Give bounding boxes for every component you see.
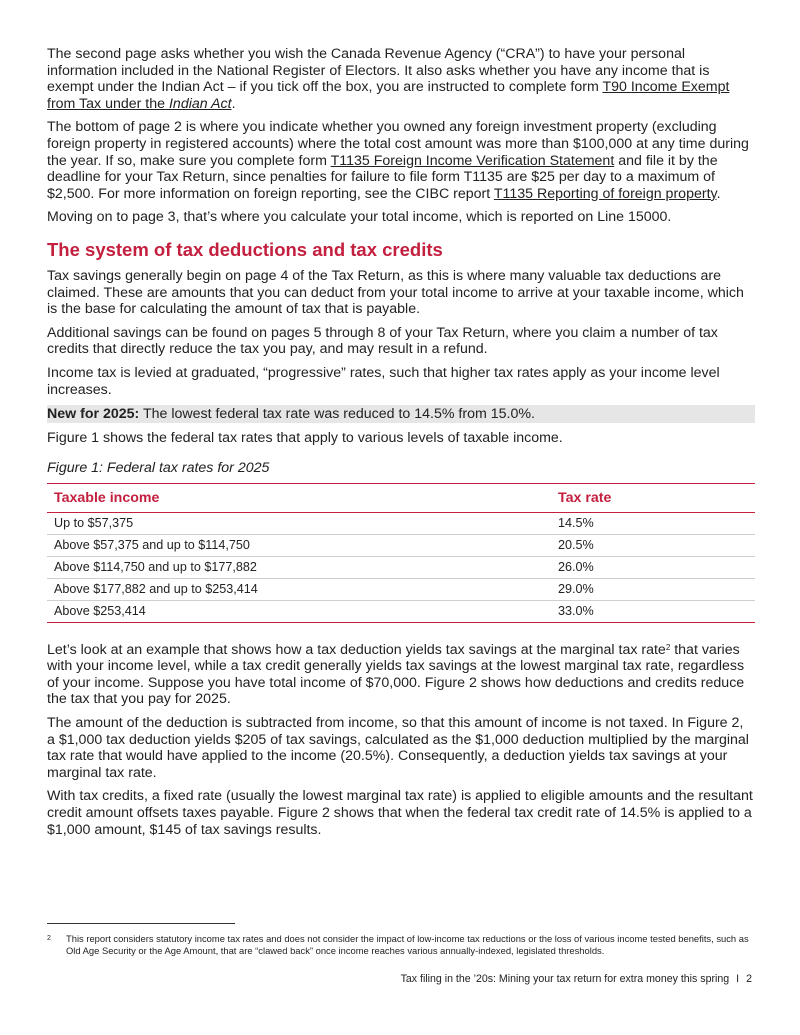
- tax-rate-cell: 33.0%: [551, 600, 755, 622]
- new-text: The lowest federal tax rate was reduced to 14.5% from 15.0%.: [139, 406, 535, 423]
- footer-separator: I: [736, 973, 740, 985]
- header-tax-rate: Tax rate: [551, 483, 755, 512]
- income-bracket-cell: Above $114,750 and up to $177,882: [47, 556, 551, 578]
- table-header-row: [47, 483, 755, 512]
- footnote-number: 2: [47, 935, 51, 942]
- figure-caption: Figure 1: Federal tax rates for 2025: [47, 459, 270, 476]
- paragraph-example: Let’s look at an example that shows how a tax deduction yields tax savings at the marginal tax rate$^2$ that varies with your income level, while a tax credit generally yields tax savings at the lowest marginal tax rate, regardless of your income. Suppose you have total income of $70,000. Figure 2 shows how deductions and credits reduce the tax that you pay for 2025.: [47, 641, 745, 708]
- tax-rate-cell: 14.5%: [551, 512, 755, 534]
- paragraph-page3: Moving on to page 3, that’s where you calculate your total income, which is reported on Line 15000.: [47, 209, 672, 226]
- section-heading: The system of tax deductions and tax credits: [47, 238, 443, 260]
- table-row: [47, 512, 755, 534]
- footnote: [47, 933, 755, 956]
- new-for-2025-callout: [47, 405, 755, 423]
- tax-rate-table: [47, 483, 755, 623]
- paragraph-deductions: Tax savings generally begin on page 4 of the Tax Return, as this is where many valuable tax deductions are claimed. These are amounts that you can deduct from your total income to arrive at your taxable income, which is the base for calculating the amount of tax that is payable.: [47, 267, 744, 318]
- tax-rate-cell: 20.5%: [551, 534, 755, 556]
- footnote-ref[interactable]: 2: [665, 642, 671, 652]
- income-bracket-cell: Above $253,414: [47, 600, 551, 622]
- footnote-divider: [47, 923, 235, 924]
- income-bracket-cell: Up to $57,375: [47, 512, 551, 534]
- paragraph-credit-math: With tax credits, a fixed rate (usually the lowest marginal tax rate) is applied to eligible amounts and the resultant credit amount offsets taxes payable. Figure 2 shows that when the federal tax credit rate of 14.5% is applied to a $1,000 amount, $145 of tax savings results.: [47, 788, 753, 838]
- tax-rate-cell: 26.0%: [551, 556, 755, 578]
- table-row: [47, 534, 755, 556]
- footnote-text: This report considers statutory income tax rates and does not consider the impact of low-income tax reductions or the loss of various income tested benefits, such as Old Age Security or the Age Amount, that are “clawed back” once income reaches various annually-indexed, legislated thresholds.: [66, 933, 749, 956]
- paragraph-credits: Additional savings can be found on pages 5 through 8 of your Tax Return, where you claim a number of tax credits that directly reduce the tax you pay, and may result in a refund.: [47, 324, 718, 358]
- income-bracket-cell: Above $177,882 and up to $253,414: [47, 578, 551, 600]
- table-row: [47, 578, 755, 600]
- t1135-form-link[interactable]: T1135 Foreign Income Verification Statement: [330, 152, 615, 169]
- paragraph-progressive-rates: Income tax is levied at graduated, “progressive” rates, such that higher tax rates apply as your income level increases.: [47, 364, 720, 398]
- page-content: [47, 46, 755, 845]
- paragraph-deduction-math: The amount of the deduction is subtracted from income, so that this amount of income is not taxed. In Figure 2, a $1,000 tax deduction yields $205 of tax savings, calculated as the $1,000 deduction multiplied by the marginal tax rate that would have applied to the income (20.5%). Consequently, a deduction yields tax savings at your marginal tax rate.: [47, 715, 749, 781]
- paragraph-register-of-electors: The second page asks whether you wish the Canada Revenue Agency (“CRA”) to have your personal information included in the National Register of Electors. It also asks whether you have any income that is exempt under the Indian Act – if you tick off the box, you are instructed to complete form T90 Income Exempt from Tax under the Indian Act.: [47, 46, 730, 112]
- new-label: New for 2025:: [47, 406, 140, 423]
- t1135-report-link[interactable]: T1135 Reporting of foreign property: [493, 185, 717, 202]
- income-bracket-cell: Above $57,375 and up to $114,750: [47, 534, 551, 556]
- page-footer: [401, 973, 752, 985]
- page-number: 2: [746, 973, 752, 985]
- paragraph-figure1-intro: Figure 1 shows the federal tax rates that apply to various levels of taxable income.: [47, 430, 563, 447]
- header-taxable-income: Taxable income: [47, 483, 551, 512]
- table-row: [47, 556, 755, 578]
- footer-title: Tax filing in the ’20s: Mining your tax return for extra money this spring: [400, 973, 730, 985]
- t90-form-link[interactable]: T90 Income Exempt from Tax under the Indian Act: [47, 79, 730, 112]
- table-row: [47, 600, 755, 622]
- tax-rate-cell: 29.0%: [551, 578, 755, 600]
- paragraph-foreign-property: The bottom of page 2 is where you indicate whether you owned any foreign investment property (excluding foreign property in registered accounts) where the total cost amount was more than $100,000 at any time during the year. If so, make sure you complete form T1135 Foreign Income Verification Statement and file it by the deadline for your Tax Return, since penalties for failure to file form T1135 are $25 per day to a maximum of $2,500. For more information on foreign reporting, see the CIBC report T1135 Reporting of foreign property.: [47, 119, 749, 202]
